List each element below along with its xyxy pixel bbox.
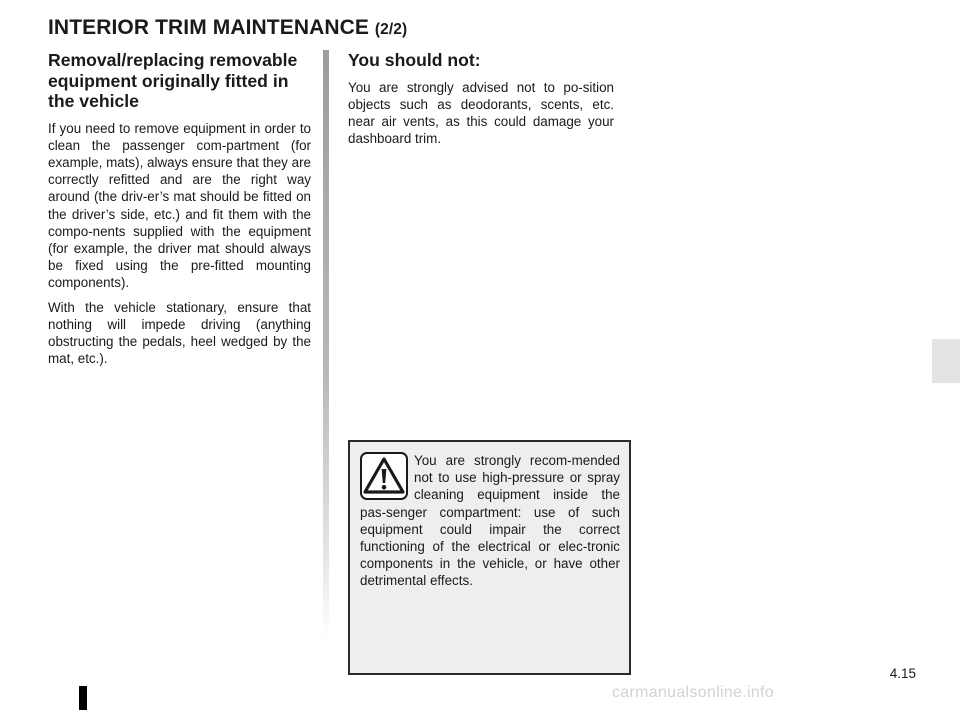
page-title — [48, 16, 407, 40]
right-column — [348, 50, 614, 154]
page-title-part: (2/2) — [374, 21, 408, 38]
chapter-tab — [932, 339, 960, 383]
corner-crop-mark — [79, 686, 87, 710]
section-heading-removal: Removal/replacing removable equipment originally fitted in the vehicle — [48, 50, 298, 111]
left-column — [48, 50, 311, 374]
page-number: 4.15 — [889, 666, 916, 681]
column-divider — [323, 50, 329, 640]
should-not-paragraph: You are strongly advised not to po-sition objects such as deodorants, scents, etc. near air vents, as this could damage your dashboard trim. — [348, 79, 614, 147]
removal-paragraph-2: With the vehicle stationary, ensure that nothing will impede driving (anything obstructing the pedals, heel wedged by the mat, etc.). — [48, 299, 311, 367]
warning-box — [348, 440, 631, 675]
warning-triangle-icon — [360, 452, 408, 500]
watermark-text: carmanualsonline.info — [612, 684, 774, 701]
removal-paragraph-1: If you need to remove equipment in order to clean the passenger com-partment (for example, mats), always ensure that they are correctly refitted and are the right way around (the driv-er’s mat should be fitted on the driver’s side, etc.) and fit them with the compo-nents supplied with the equipment (for example, the driver mat should always be fixed using the pre-fitted mounting components). — [48, 120, 311, 291]
page-title-main: INTERIOR TRIM MAINTENANCE — [48, 16, 375, 39]
warning-text: You are strongly recom-mended not to use high-pressure or spray cleaning equipment inside the pas-senger compartment: use of such equipment could impair the correct functioning of the electrical or elec-tronic components in the vehicle, or have other detrimental effects. — [360, 453, 620, 589]
section-heading-should-not: You should not: — [348, 50, 481, 70]
